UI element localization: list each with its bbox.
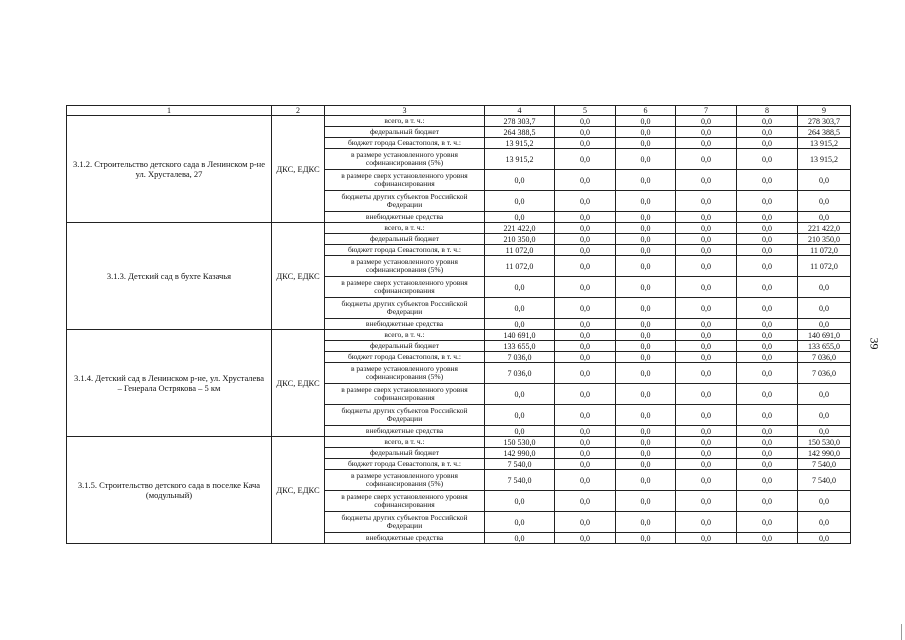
header-cell: 4: [485, 106, 555, 116]
header-cell: 7: [676, 106, 737, 116]
amount-cell: 0,0: [798, 491, 851, 512]
amount-cell: 0,0: [555, 533, 616, 544]
amount-cell: 0,0: [616, 459, 676, 470]
amount-cell: 0,0: [676, 234, 737, 245]
funding-source: бюджеты других субъектов Российской Федерации: [325, 512, 485, 533]
funding-source: внебюджетные средства: [325, 533, 485, 544]
project-name: 3.1.5. Строительство детского сада в поселке Кача (модульный): [67, 437, 272, 544]
amount-cell: 0,0: [555, 512, 616, 533]
amount-cell: 0,0: [485, 212, 555, 223]
header-cell: 5: [555, 106, 616, 116]
funding-source: всего, в т. ч.:: [325, 437, 485, 448]
amount-cell: 0,0: [555, 341, 616, 352]
amount-cell: 0,0: [555, 470, 616, 491]
executor: ДКС, ЕДКС: [272, 437, 325, 544]
amount-cell: 0,0: [737, 138, 798, 149]
amount-cell: 0,0: [676, 149, 737, 170]
amount-cell: 0,0: [798, 405, 851, 426]
funding-source: бюджет города Севастополя, в т. ч.:: [325, 459, 485, 470]
amount-cell: 278 303,7: [485, 116, 555, 127]
amount-cell: 0,0: [555, 138, 616, 149]
amount-cell: 0,0: [555, 319, 616, 330]
amount-cell: 0,0: [676, 191, 737, 212]
amount-cell: 0,0: [616, 448, 676, 459]
amount-cell: 7 540,0: [485, 470, 555, 491]
amount-cell: 0,0: [676, 298, 737, 319]
executor: ДКС, ЕДКС: [272, 116, 325, 223]
amount-cell: 0,0: [616, 191, 676, 212]
funding-source: федеральный бюджет: [325, 341, 485, 352]
amount-cell: 0,0: [616, 234, 676, 245]
header-cell: 6: [616, 106, 676, 116]
amount-cell: 0,0: [616, 298, 676, 319]
amount-cell: 0,0: [798, 277, 851, 298]
amount-cell: 150 530,0: [485, 437, 555, 448]
table-row: [67, 116, 851, 127]
amount-cell: 0,0: [616, 384, 676, 405]
amount-cell: 0,0: [616, 512, 676, 533]
amount-cell: 0,0: [555, 191, 616, 212]
amount-cell: 0,0: [555, 363, 616, 384]
amount-cell: 0,0: [485, 319, 555, 330]
amount-cell: 0,0: [737, 234, 798, 245]
amount-cell: 0,0: [737, 319, 798, 330]
amount-cell: 0,0: [616, 470, 676, 491]
amount-cell: 0,0: [676, 223, 737, 234]
amount-cell: 11 072,0: [798, 256, 851, 277]
amount-cell: 0,0: [737, 470, 798, 491]
amount-cell: 0,0: [616, 245, 676, 256]
funding-source: бюджет города Севастополя, в т. ч.:: [325, 352, 485, 363]
amount-cell: 0,0: [676, 256, 737, 277]
amount-cell: 150 530,0: [798, 437, 851, 448]
amount-cell: 0,0: [616, 352, 676, 363]
amount-cell: 0,0: [616, 212, 676, 223]
amount-cell: 0,0: [676, 212, 737, 223]
amount-cell: 7 540,0: [798, 459, 851, 470]
amount-cell: 0,0: [485, 170, 555, 191]
amount-cell: 0,0: [737, 512, 798, 533]
amount-cell: 0,0: [798, 298, 851, 319]
amount-cell: 0,0: [555, 298, 616, 319]
amount-cell: 0,0: [676, 330, 737, 341]
amount-cell: 0,0: [676, 341, 737, 352]
funding-source: всего, в т. ч.:: [325, 223, 485, 234]
header-row: [67, 106, 851, 116]
amount-cell: 0,0: [616, 319, 676, 330]
amount-cell: 0,0: [676, 426, 737, 437]
amount-cell: 0,0: [555, 448, 616, 459]
amount-cell: 0,0: [676, 170, 737, 191]
amount-cell: 0,0: [555, 256, 616, 277]
amount-cell: 0,0: [676, 448, 737, 459]
amount-cell: 0,0: [676, 470, 737, 491]
amount-cell: 0,0: [737, 256, 798, 277]
amount-cell: 7 036,0: [485, 363, 555, 384]
amount-cell: 0,0: [676, 319, 737, 330]
amount-cell: 0,0: [737, 298, 798, 319]
amount-cell: 0,0: [737, 437, 798, 448]
funding-source: бюджет города Севастополя, в т. ч.:: [325, 245, 485, 256]
amount-cell: 7 036,0: [798, 363, 851, 384]
amount-cell: 0,0: [616, 437, 676, 448]
amount-cell: 0,0: [555, 223, 616, 234]
amount-cell: 0,0: [737, 277, 798, 298]
amount-cell: 0,0: [555, 234, 616, 245]
amount-cell: 0,0: [616, 341, 676, 352]
amount-cell: 0,0: [676, 245, 737, 256]
amount-cell: 0,0: [485, 191, 555, 212]
amount-cell: 0,0: [555, 426, 616, 437]
amount-cell: 0,0: [676, 533, 737, 544]
amount-cell: 0,0: [485, 491, 555, 512]
amount-cell: 0,0: [676, 437, 737, 448]
amount-cell: 0,0: [485, 384, 555, 405]
amount-cell: 7 036,0: [485, 352, 555, 363]
header-cell: 1: [67, 106, 272, 116]
table-row: [67, 330, 851, 341]
funding-source: всего, в т. ч.:: [325, 116, 485, 127]
amount-cell: 0,0: [798, 384, 851, 405]
funding-source: бюджеты других субъектов Российской Федерации: [325, 191, 485, 212]
amount-cell: 0,0: [676, 405, 737, 426]
header-cell: 2: [272, 106, 325, 116]
amount-cell: 264 388,5: [798, 127, 851, 138]
funding-source: в размере установленного уровня софинансирования (5%): [325, 470, 485, 491]
table-row: [67, 223, 851, 234]
project-name: 3.1.2. Строительство детского сада в Ленинском р-не ул. Хрусталева, 27: [67, 116, 272, 223]
amount-cell: 0,0: [737, 149, 798, 170]
amount-cell: 0,0: [676, 127, 737, 138]
page-number: 39: [867, 337, 882, 350]
amount-cell: 0,0: [737, 170, 798, 191]
header-cell: 8: [737, 106, 798, 116]
amount-cell: 0,0: [737, 426, 798, 437]
amount-cell: 13 915,2: [485, 149, 555, 170]
amount-cell: 133 655,0: [485, 341, 555, 352]
funding-source: федеральный бюджет: [325, 234, 485, 245]
amount-cell: 0,0: [555, 330, 616, 341]
header-cell: 9: [798, 106, 851, 116]
amount-cell: 0,0: [485, 512, 555, 533]
amount-cell: 0,0: [737, 384, 798, 405]
amount-cell: 0,0: [798, 426, 851, 437]
project-name: 3.1.3. Детский сад в бухте Казачья: [67, 223, 272, 330]
amount-cell: 0,0: [555, 405, 616, 426]
amount-cell: 221 422,0: [485, 223, 555, 234]
amount-cell: 7 036,0: [798, 352, 851, 363]
funding-source: внебюджетные средства: [325, 212, 485, 223]
amount-cell: 0,0: [737, 459, 798, 470]
amount-cell: 0,0: [616, 405, 676, 426]
funding-source: в размере сверх установленного уровня софинансирования: [325, 170, 485, 191]
amount-cell: 0,0: [616, 533, 676, 544]
amount-cell: 13 915,2: [798, 149, 851, 170]
amount-cell: 0,0: [737, 127, 798, 138]
amount-cell: 0,0: [616, 256, 676, 277]
funding-source: в размере установленного уровня софинансирования (5%): [325, 363, 485, 384]
amount-cell: 0,0: [555, 212, 616, 223]
funding-source: в размере сверх установленного уровня софинансирования: [325, 384, 485, 405]
funding-source: бюджеты других субъектов Российской Федерации: [325, 405, 485, 426]
amount-cell: 0,0: [616, 116, 676, 127]
amount-cell: 0,0: [555, 116, 616, 127]
amount-cell: 133 655,0: [798, 341, 851, 352]
amount-cell: 0,0: [555, 459, 616, 470]
amount-cell: 0,0: [616, 149, 676, 170]
amount-cell: 0,0: [616, 330, 676, 341]
amount-cell: 140 691,0: [485, 330, 555, 341]
funding-source: внебюджетные средства: [325, 319, 485, 330]
amount-cell: 0,0: [676, 352, 737, 363]
amount-cell: 11 072,0: [485, 256, 555, 277]
funding-source: федеральный бюджет: [325, 448, 485, 459]
funding-source: всего, в т. ч.:: [325, 330, 485, 341]
amount-cell: 0,0: [485, 426, 555, 437]
funding-source: бюджеты других субъектов Российской Федерации: [325, 298, 485, 319]
table-row: [67, 437, 851, 448]
amount-cell: 7 540,0: [798, 470, 851, 491]
amount-cell: 0,0: [737, 191, 798, 212]
amount-cell: 0,0: [676, 138, 737, 149]
project-name: 3.1.4. Детский сад в Ленинском р-не, ул. Хрусталева – Генерала Острякова – 5 км: [67, 330, 272, 437]
amount-cell: 0,0: [798, 512, 851, 533]
amount-cell: 0,0: [737, 491, 798, 512]
amount-cell: 0,0: [798, 191, 851, 212]
amount-cell: 0,0: [555, 127, 616, 138]
amount-cell: 0,0: [616, 426, 676, 437]
amount-cell: 0,0: [616, 138, 676, 149]
amount-cell: 0,0: [616, 223, 676, 234]
amount-cell: 0,0: [798, 170, 851, 191]
amount-cell: 0,0: [485, 298, 555, 319]
amount-cell: 0,0: [676, 116, 737, 127]
amount-cell: 0,0: [798, 319, 851, 330]
amount-cell: 140 691,0: [798, 330, 851, 341]
amount-cell: 264 388,5: [485, 127, 555, 138]
amount-cell: 11 072,0: [485, 245, 555, 256]
amount-cell: 0,0: [616, 491, 676, 512]
amount-cell: 0,0: [616, 170, 676, 191]
amount-cell: 0,0: [798, 212, 851, 223]
amount-cell: 0,0: [555, 437, 616, 448]
amount-cell: 0,0: [737, 533, 798, 544]
amount-cell: 0,0: [616, 127, 676, 138]
funding-source: в размере сверх установленного уровня софинансирования: [325, 491, 485, 512]
amount-cell: 0,0: [555, 352, 616, 363]
amount-cell: 13 915,2: [485, 138, 555, 149]
amount-cell: 0,0: [555, 149, 616, 170]
amount-cell: 0,0: [616, 363, 676, 384]
executor: ДКС, ЕДКС: [272, 330, 325, 437]
amount-cell: 0,0: [737, 352, 798, 363]
amount-cell: 0,0: [676, 512, 737, 533]
amount-cell: 0,0: [616, 277, 676, 298]
amount-cell: 0,0: [737, 116, 798, 127]
amount-cell: 13 915,2: [798, 138, 851, 149]
amount-cell: 0,0: [555, 491, 616, 512]
amount-cell: 0,0: [737, 363, 798, 384]
funding-source: в размере установленного уровня софинансирования (5%): [325, 149, 485, 170]
amount-cell: 0,0: [485, 533, 555, 544]
amount-cell: 0,0: [737, 330, 798, 341]
scan-edge-mark: [901, 624, 902, 640]
amount-cell: 0,0: [555, 245, 616, 256]
amount-cell: 210 350,0: [485, 234, 555, 245]
amount-cell: 0,0: [485, 405, 555, 426]
amount-cell: 0,0: [676, 277, 737, 298]
amount-cell: 221 422,0: [798, 223, 851, 234]
funding-source: в размере установленного уровня софинансирования (5%): [325, 256, 485, 277]
amount-cell: 278 303,7: [798, 116, 851, 127]
header-cell: 3: [325, 106, 485, 116]
amount-cell: 142 990,0: [798, 448, 851, 459]
amount-cell: 0,0: [676, 363, 737, 384]
amount-cell: 0,0: [737, 405, 798, 426]
amount-cell: 0,0: [555, 384, 616, 405]
amount-cell: 0,0: [737, 212, 798, 223]
amount-cell: 0,0: [737, 341, 798, 352]
amount-cell: 0,0: [555, 277, 616, 298]
amount-cell: 0,0: [485, 277, 555, 298]
amount-cell: 0,0: [798, 533, 851, 544]
amount-cell: 0,0: [737, 448, 798, 459]
funding-source: в размере сверх установленного уровня софинансирования: [325, 277, 485, 298]
amount-cell: 7 540,0: [485, 459, 555, 470]
amount-cell: 0,0: [676, 459, 737, 470]
amount-cell: 0,0: [737, 245, 798, 256]
amount-cell: 0,0: [737, 223, 798, 234]
funding-source: внебюджетные средства: [325, 426, 485, 437]
funding-source: бюджет города Севастополя, в т. ч.:: [325, 138, 485, 149]
amount-cell: 0,0: [676, 491, 737, 512]
funding-table: [66, 105, 851, 544]
amount-cell: 210 350,0: [798, 234, 851, 245]
amount-cell: 0,0: [555, 170, 616, 191]
amount-cell: 142 990,0: [485, 448, 555, 459]
funding-source: федеральный бюджет: [325, 127, 485, 138]
amount-cell: 11 072,0: [798, 245, 851, 256]
amount-cell: 0,0: [676, 384, 737, 405]
executor: ДКС, ЕДКС: [272, 223, 325, 330]
